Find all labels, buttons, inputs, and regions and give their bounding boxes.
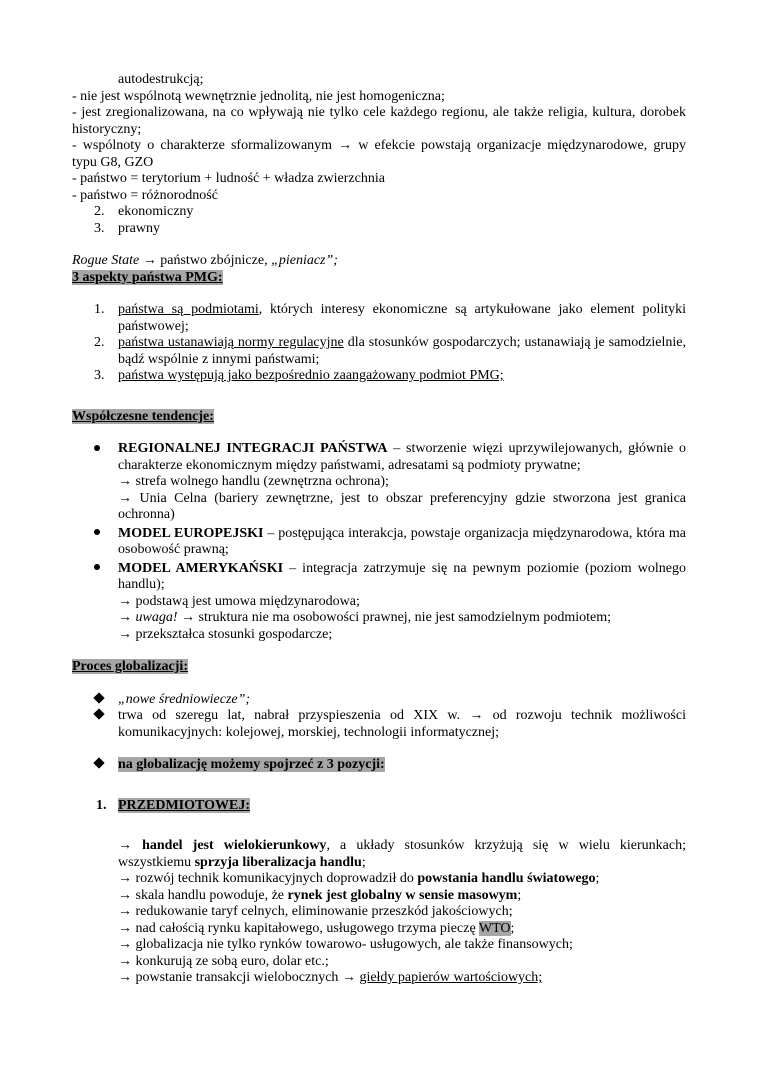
diamond-bullet-icon: [93, 758, 104, 769]
text-line: autodestrukcją;: [118, 72, 204, 87]
list-item: 3. państwa występują jako bezpośrednio zaangażowany podmiot PMG;: [94, 368, 504, 383]
section-heading: 3 aspekty państwa PMG:: [72, 269, 223, 285]
list-text: ekonomiczny: [118, 204, 194, 219]
list-item: 1. państwa są podmiotami, których interesy ekonomiczne są artykułowane jako element polityki państwowej;: [94, 302, 687, 334]
bullet-icon: [94, 564, 100, 570]
highlighted-text: na globalizację możemy spojrzeć z 3 pozycji:: [118, 757, 385, 772]
subject-heading: 1. PRZEDMIOTOWEJ:: [96, 797, 250, 813]
bullet-item: [72, 757, 686, 774]
list-text: prawny: [118, 220, 160, 236]
bullet-item: MODEL AMERYKAŃSKI – integracja zatrzymuje się na pewnym poziomie (poziom wolnego handlu); → podstawą jest umowa międzynarodowa; → uwaga! → struktura nie ma osobowości prawnej, nie jest samodzielnym podmiotem; → przekształca stosunki gospodarcze;: [72, 561, 686, 644]
diamond-bullet-icon: [93, 692, 104, 703]
diamond-bullet-icon: [93, 709, 104, 720]
text-line: - państwo = różnorodność: [72, 187, 218, 203]
text-line: - nie jest wspólnotą wewnętrznie jednolitą, nie jest homogeniczna;: [72, 88, 445, 104]
bullet-item: REGIONALNEJ INTEGRACJI PAŃSTWA – stworzenie więzi uprzywilejowanych, głównie o charakterze ekonomicznym między państwami, adresatami są podmioty prywatne; → strefa wolnego handlu (zewnętrzna ochrona); → Unia Celna (bariery zewnętrzne, jest to obszar preferencyjny gdzie stworzona jest granica ochronna): [72, 441, 686, 524]
rogue-term: Rogue State: [72, 253, 140, 268]
bullet-item: „nowe średniowiecze”;: [72, 692, 686, 709]
text-line: - państwo = terytorium + ludność + władza zwierzchnia: [72, 171, 385, 186]
bullet-icon: [94, 529, 100, 535]
list-item: [72, 221, 686, 238]
bullet-icon: [94, 445, 100, 451]
list-item: 2. państwa ustanawiają normy regulacyjne dla stosunków gospodarczych; ustanawiają je samodzielnie, bądź wspólnie z innymi państwami;: [94, 335, 687, 367]
section-heading: Proces globalizacji:: [72, 659, 188, 674]
section-heading: Współczesne tendencje:: [72, 408, 214, 424]
text-line: historyczny;: [72, 121, 142, 137]
rogue-state-line: Rogue State → państwo zbójnicze, „pieniacz”;: [72, 253, 338, 268]
section-heading: PRZEDMIOTOWEJ:: [118, 797, 250, 813]
document-page: [72, 72, 686, 987]
bullet-item: MODEL EUROPEJSKI – postępująca interakcja, powstaje organizacja międzynarodowa, która ma osobowość prawną;: [72, 526, 686, 559]
text-line: - jest zregionalizowana, na co wpływają nie tylko cele każdego regionu, ale także religia, kultura, dorobek: [72, 105, 686, 120]
list-number: 3.: [94, 220, 105, 236]
highlighted-text: WTO: [478, 920, 511, 936]
subject-content: → handel jest wielokierunkowy, a układy stosunków krzyżują się w wielu kierunkach; wszystkiemu sprzyja liberalizacja handlu; → rozwój technik komunikacyjnych doprowadził do powstania handlu światowego; → skala handlu powoduje, że rynek jest globalny w sensie masowym; → redukowanie taryf celnych, eliminowanie przeszkód jakościowych; → nad całością rynku kapitałowego, usługowego trzyma pieczę WTO; → globalizacja nie tylko rynków towarowo- usługowych, ale także finansowych; → konkurują ze sobą euro, dolar etc.; → powstanie transakcji wielobocznych → giełdy papierów wartościowych;: [118, 838, 687, 985]
list-item: [72, 204, 686, 221]
list-number: 2.: [94, 204, 105, 219]
text-line: - wspólnoty o charakterze sformalizowanym → w efekcie powstają organizacje międzynarodowe, grupy: [72, 138, 686, 153]
text-line: typu G8, GZO: [72, 154, 154, 170]
bullet-item: trwa od szeregu lat, nabrał przyspieszenia od XIX w. → od rozwoju technik możliwości komunikacyjnych: kolejowej, morskiej, technologii informatycznej;: [72, 708, 686, 741]
